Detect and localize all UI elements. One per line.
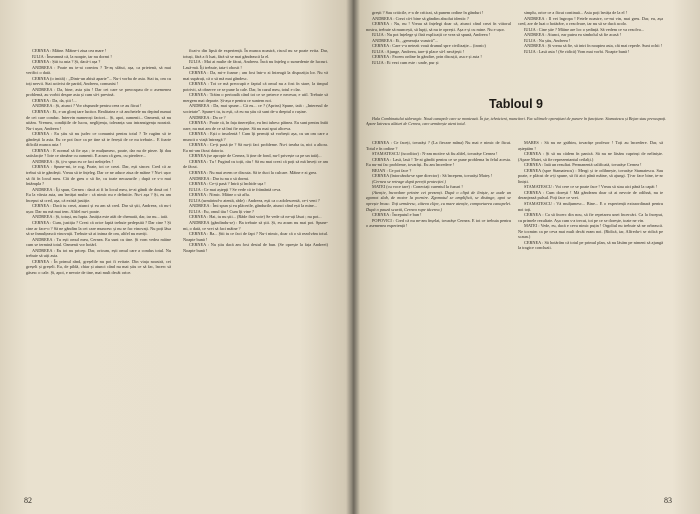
dialogue-line: POPOVICI : Cred că nu ne-am înșelat, tovarășe Cernea. E tot ce trebuia pentru o asemenea experiență ! — [366, 217, 511, 229]
dialogue-line: ANDREEA : Il vei îngropa ! Fetele noastre, ce-mi vin, mai greu. Dar, eu, așa cred, are de luat o hotărâre, o rezolvare, iar nu să se ducă acolo. — [518, 15, 663, 27]
dialogue-line: ANDREEA : Și vreau să fie, să intri în noaptea asta, cât mai repede. Sunt ochii ! — [524, 43, 663, 49]
dialogue-line: CERNEA (o imită) : „Dintr-un abisă aparte”... Nu-i vorba de asta. Stai tu, om cu toți nervii. Stai activist de partid, Andreea, comunist ! — [26, 75, 171, 87]
dialogue-line: CERNEA : Știi tu asta ? Și, dacă-i așa ? — [32, 59, 101, 65]
dialogue-line: IULIA : Ei vezi cum este : unde, pur și — [372, 59, 439, 65]
dialogue-line: CERNEA : Care v-a netezit vouă drumul spre civilizație... (ironic) — [372, 43, 486, 49]
dialogue-line: ANDREEA : Îți spun, Cernea : dacă ai fi în locul meu, te-ai gândi de două ori ! Eu la vârsta asta, am învățat multe : că nimic nu e definitiv. Nu-i așa ? Și, eu am început să cred, așa, că există justiție. — [26, 186, 171, 203]
left-page-column-1 — [26, 48, 171, 488]
dialogue-line: CERNEA : Nu, nu ! Vreau să înțelegi doar că, atunci când crezi în viitorul nostru, trebuie să muncești, să lupți, să nu te oprești. Așa e și cu mine. Nu e ușor. — [366, 21, 511, 32]
dialogue-line: ANDREEA : Crezi că-i bine să gândim absolut identic ? — [372, 15, 469, 21]
dialogue-line: MARES : Să nu ne grăbim, tovarășe profesor ! Toți au încredere. Dar, să așteptăm ! — [518, 140, 663, 151]
dialogue-line: CERNEA (spre Stamatescu) : Mergi și te odihnește, tovarășe Stamatescu. Sau poate, e plăcut de a-ți spune, să fii aici până mâine, să ajungi. Ți-ar face bine, te-ar liniști. — [518, 167, 663, 184]
dialogue-line: CERNEA : Cum dorești ! Mă gândeam doar că ai nevoie de odihnă, nu te deranjează pulsul. Poți face ce vrei. — [518, 189, 663, 201]
dialogue-line: (Cernea se retrage după pereții protecției.) — [372, 178, 446, 184]
dialogue-line: IULIA : Ajunge, Andreea, tare-ți place să-l necăjești ! — [372, 48, 465, 54]
dialogue-line: CERNEA : Lasă, lasă ! Te-ai gândit pentru ce se pune problema în felul acesta. Eu nu-mi fac probleme, tovarăși. Eu am încredere ! — [366, 156, 511, 168]
dialogue-line: IULIA : Mai ai multe de făcut, Andreea. Încă nu înțeleg o sumedenie de lucruri. Lasă-mă. Îți trebuie, tata-i obosit ! — [183, 59, 328, 70]
dialogue-line: STAMATESCU : Vă mulțumesc... Bine... E o experiență extraordinară pentru noi toți. — [518, 201, 663, 212]
dialogue-line: CERNEA : Trăim o perioadă când tot ce se petrece e necesar, e util. Trebuie să mergem mai departe. Și-așa e pentru ce suntem noi. — [183, 92, 328, 103]
dialogue-line: simplu, orice ce a făcut continuă... Asta poți învăța de la el ! — [524, 10, 628, 15]
dialogue-line: CERNEA : Cum, justiția ? Crezi că orice faptă trebuie pedepsită ? Dar cine ? Și cine ar face-o ? Să ne gândim la cei care muncesc și nu se fac vinovați. Nu poți lăsa să se înmulțească vinovații. Trebuie să ai inima de om, altfel nu meriți. — [26, 219, 171, 237]
tableau-title: Tabloul 9 — [489, 97, 543, 111]
left-page-column-2 — [183, 48, 328, 488]
dialogue-line: CERNEA : În primul rând, greșelile nu pot fi evitate. Din viața noastră, cei greșeli și greșeli. Eu, de pildă, chiar și atunci când nu mai știu ce să fac, încerc să găsesc o cale. Și, apoi, e nevoie de tine, mai mult decât orice. — [26, 258, 171, 275]
dialogue-line: ANDREEA : Ei, „generația voastră”... — [372, 37, 438, 43]
dialogue-line: IULIA : Lasă asta ! (Se ridică) Vom mai vorbi. Noapte bună ! — [524, 48, 630, 54]
right-page-column-1-top — [366, 10, 511, 90]
dialogue-line: CERNEA : Începutul e bun ! — [372, 212, 422, 218]
dialogue-line: ANDREEA : Îmi spun și eu plăcerile, gândurile, atunci când ești la mine... — [189, 203, 318, 209]
stage-direction: Hala Combinatului siderurgic. Nouă canapele care se montează. În jur, tehnicieni, muncitori. Fac ultimele operațiuni de punere în funcțiune. Stamatescu și Bejan stau preocupați. Apare Iatrescu alături de Cernea, care urmărește atent totul. — [366, 116, 666, 127]
dialogue-line: ANDREEA : Da ce ? — [189, 114, 226, 120]
dialogue-line: CERNEA : Ca să încerc din nou, să fie repetarea unei încercări. Ca la început, cu primele rezultate. Așa cum s-a trecut, tot pe ce se dorește, toate ne vin. — [518, 212, 663, 223]
right-page-column-2-top — [518, 10, 663, 90]
dialogue-line: greșit ? Sau criticile, e-a de criticat, să punem ordine în gânduri ! — [372, 10, 484, 15]
dialogue-line: CERNEA (se apropie de Cernea, îi ține de fond, nu-l privește ca pe un tată)... — [189, 153, 322, 159]
dialogue-line: CERNEA : Nu știu dacă am fost destul de bun. (Se oprește la fața Andreei) Noapte bună ! — [183, 242, 328, 253]
dialogue-line: IULIA : Înseamnă că, la noapte, iar nu dormi ! — [32, 53, 112, 59]
dialogue-line: IULIA : Eu, omul tău ! Cum îți vine ? — [189, 208, 254, 214]
dialogue-line: IULIA : Ce mai aștepți ? Se vede că te frământă ceva. — [189, 186, 282, 192]
dialogue-line: ANDREEA : Da, mai spune... Că eu... ce ? (Aprins) Spune, tată : „Interesul de societate”. Spune-i tu, tu ești, că eu nu știu că sunt de-a dreptul o rușine. — [183, 103, 328, 115]
dialogue-line: CERNEA : Ești o insolentă ! Cum îți permiți să vorbești așa, cu un om care a muncit o viață întreagă ? — [183, 131, 328, 142]
dialogue-line: CERNEA : Eu știu să nu judec ce comunist pentru totul ? Te rugăm să te gândești la asta. Eu ce pot face ca pe tine să te ferești de ce nu trebuie... E foarte dificilă munca asta ! — [26, 131, 171, 148]
dialogue-line: CERNEA : Facem ordine în gândire, prin discuții, asa e și asta ! — [372, 54, 482, 60]
dialogue-line: CERNEA : Da, mi-e foame ; am fost într-o zi întreagă la dispoziția lor. Nu vă mai supărați, că o să mă mai gândesc. — [183, 70, 328, 81]
dialogue-line: ficat-o din lipsă de experiență. În munca noastră, riscul nu se poate evita. Dar, totuși, fără a fi luat, fără să se mai gândească la el. — [183, 48, 328, 59]
dialogue-line: IULIA (urmărind-o atentă, râde) : Andreea, ești ca o adolescentă, ce-i veni ? — [189, 197, 320, 203]
dialogue-line: ANDREEA : Eu tot nu pricep. Dar, oricum, ești omul care a condus totul. Nu trebuie să uiți asta. — [26, 247, 171, 259]
dialogue-line: CERNEA : Și să nu cădem în panică. Să nu ne lăsăm cuprinși de neliniște. (Apare Matei, să fie reprezentantul ceilalți.) — [518, 151, 663, 162]
dialogue-line: IULIA : Nu pot înțelege și fără explicații ce vrea să spună, Andreea ! — [372, 32, 491, 38]
dialogue-line: CERNEA : Tu ! Fugind cu toții, rău ! Să nu mai crezi că poți să mă înveți ce am de făcut. — [183, 158, 328, 170]
dialogue-line: CERNEA : Da, da, știi !... — [32, 97, 77, 103]
dialogue-line: ANDREEA : Poate nu te-ai convins ? Te-aș sfătui, așa, ca prietenă, să mai verifici o dată. — [26, 64, 171, 76]
dialogue-line: ANDREEA : Și, ți-o spun eu ce faci neînțeles ! — [32, 158, 113, 164]
dialogue-line: CERNEA : Să hotărâm că totul pe primul plan, să nu lăsăm pe nimeni să ajungă la tragice concluzii. — [518, 239, 663, 251]
dialogue-line: MATEI (cu voce tare) : Conectați curentul la fuzuri ! — [372, 184, 463, 190]
dialogue-line: CERNEA : Hai, tu nu știi... (Râde fără voie) Se vede că ne-ați lăsat ; nu pot... — [189, 214, 322, 220]
dialogue-line: ANDREEA (gândindu-se) : Ba trebuie să știi. Și, eu acum nu mai pot. Spune-mi, o dată, ce vrei să faci mâine ? — [183, 219, 328, 231]
right-page — [352, 0, 700, 514]
left-page-number: 82 — [24, 496, 32, 505]
dialogue-line: ANDREEA : Tu ești omul meu, Cernea. Eu sunt cu tine. Și vom vedea mâine cum se termină totul. Oamenii vor hotărî. — [26, 236, 171, 248]
dialogue-line: CERNEA : Mâine. Mâine-i ziua cea mare ! — [32, 48, 107, 53]
dialogue-line: CERNEA : Ei, e un glonț tare lucitor. Realitatea e că anchetele nu depind numai de cei care conduc. Intervin numeroși factori... Și, apoi, oamenii... Oamenii, să nu uităm. Vremea, condițiile de lucru, neglijența, toleranța sau intransigența noastră. Nu-i ușor, Andreea ! — [26, 109, 171, 131]
tableau-heading — [366, 91, 666, 130]
dialogue-line: CERNEA : Dacă tu crezi, atunci și eu am să cred. Dar să știi, Andreea, că nu-i ușor. Dar nu mă mai tem. Altfel nu-i poate. — [26, 203, 171, 214]
right-page-column-4 — [518, 140, 663, 485]
dialogue-line: STAMATESCU : Voi cere ce se poate face ! Vreau să stau aici până la capăt ! — [524, 184, 658, 190]
book-gutter — [346, 0, 360, 514]
dialogue-line: (Atenție, încordare printre cei prezenți. După o clipă de liniște, se aude un zgomot slab, de motor la pornire. Zgomotul se amplifică, se distinge, apoi se oprește brusc. Toți urmăresc, câteva clipe, cu mare atenție, comportarea canapelei. După o pauză scurtă, Cernea rupe tăcerea.) — [366, 189, 511, 212]
dialogue-line: IULIA : Cine știe ? Mâine are loc o ședință. Să vedem ce va rezolva... — [524, 26, 645, 32]
dialogue-line: ANDREEA : Da, bine, asta știu ! Dar cei care se preocupau de o asemenea problemă, au vorbit despre asta și cum să-i prevină. — [26, 86, 171, 98]
dialogue-line: CERNEA : Spune-mi, te rog, Poate, tot ce crezi. Dar, ești sincer. Cred că ar trebui să te gândești. Vreau să te înțeleg. Dar ce ne aduce ziua de mâine ? Nu-i ușor să fii în locul meu. Cât de greu o să fie, cu toate necazurile ; după ce s-o mai întâmpla ? — [26, 164, 171, 187]
dialogue-line: CERNEA : Poate că, în fața tinereților, eu îmi iubesc pâinea. Eu sunt pentru întâi oare, nu mai am de ce să îmi fie rușine. Să nu mai spui altceva. — [183, 120, 328, 131]
dialogue-line: ANDREEA : Și, atunci ? Vor răspunde pentru ceea ce au făcut ! — [32, 103, 142, 109]
dialogue-line: CERNEA : Ce-ți pasă ție ? Să nu-ți faci probleme. Nu-i treaba ta, nici a altora. Eu mi-am făcut datoria. — [183, 142, 328, 153]
dialogue-line: CERNEA : Ce faceți, tovarăși ? (La fiecare mâna) Nu mai e nimic de făcut. Totul e în ordine ? — [366, 140, 511, 151]
dialogue-line: BEJAN : Ce pot face ? — [372, 167, 412, 173]
dialogue-line: ANDREEA : Și, totuși, nu lupta. Justiția este atât de chemată, dar, iar nu... iată. — [32, 214, 168, 220]
right-page-column-3 — [366, 140, 511, 485]
dialogue-line: CERNEA : Tot ce mă preocupă e faptul că omul nu a fost în stare, la timpul potrivit, să observe ce se pune la cale. Dar, în cazul meu, totul e clar. — [183, 81, 328, 92]
dialogue-line: CERNEA : Ce-ți pasă ? Intră și închide ușa ! — [189, 181, 266, 187]
dialogue-line: CERNEA : E normal să fie așa ; te mulțumesc, poate, dar nu de pieze. Iți dau satisfacție ? Iote ce rămâne cu oamenii. E acum câ greu, cu pierdere... — [26, 147, 171, 159]
dialogue-line: STAMATESCU (iscoditor) : N-am motive să fiu altfel, tovarășe Cernea ! — [372, 151, 498, 157]
dialogue-line: CERNEA : Nu mai avem ce discuta. Să te duci la culcare. Mâine e zi grea. — [189, 170, 318, 176]
dialogue-line: CERNEA : Iată un rezultat. Permanentă calificată, tovarășe Cernea ! — [524, 162, 642, 168]
dialogue-line: CERNEA : Nimic. Mâine o să aflu. — [189, 192, 250, 198]
dialogue-line: CERNEA (întorcându-se spre director) : Să începem, tovarăși Mateș ! — [372, 173, 493, 179]
dialogue-line: ANDREEA : Atunci, ear putea ea simbolul să fie acasă ! — [524, 32, 622, 38]
dialogue-line: IULIA : Nu știu, Andreea ! — [524, 37, 571, 43]
right-page-number: 83 — [664, 496, 672, 505]
dialogue-line: MATEI : Vede, eu, dacă e ceva nimic puțin ! Orgoliul nu trebuie să ne orbească. Ne tocmim ca pe ceva mai mult decât eram noi. (Ridică, iar, Alfredu-i se ridică pe scaun.) — [518, 223, 663, 240]
dialogue-line: CERNEA : Ba... Știi tu ce faci de fapt ? Nu-i nimic, doar că o să rezolvăm totul. Noapte bună ! — [183, 231, 328, 242]
dialogue-line: ANDREEA : Dar tu nu o să dormi. — [189, 175, 250, 181]
